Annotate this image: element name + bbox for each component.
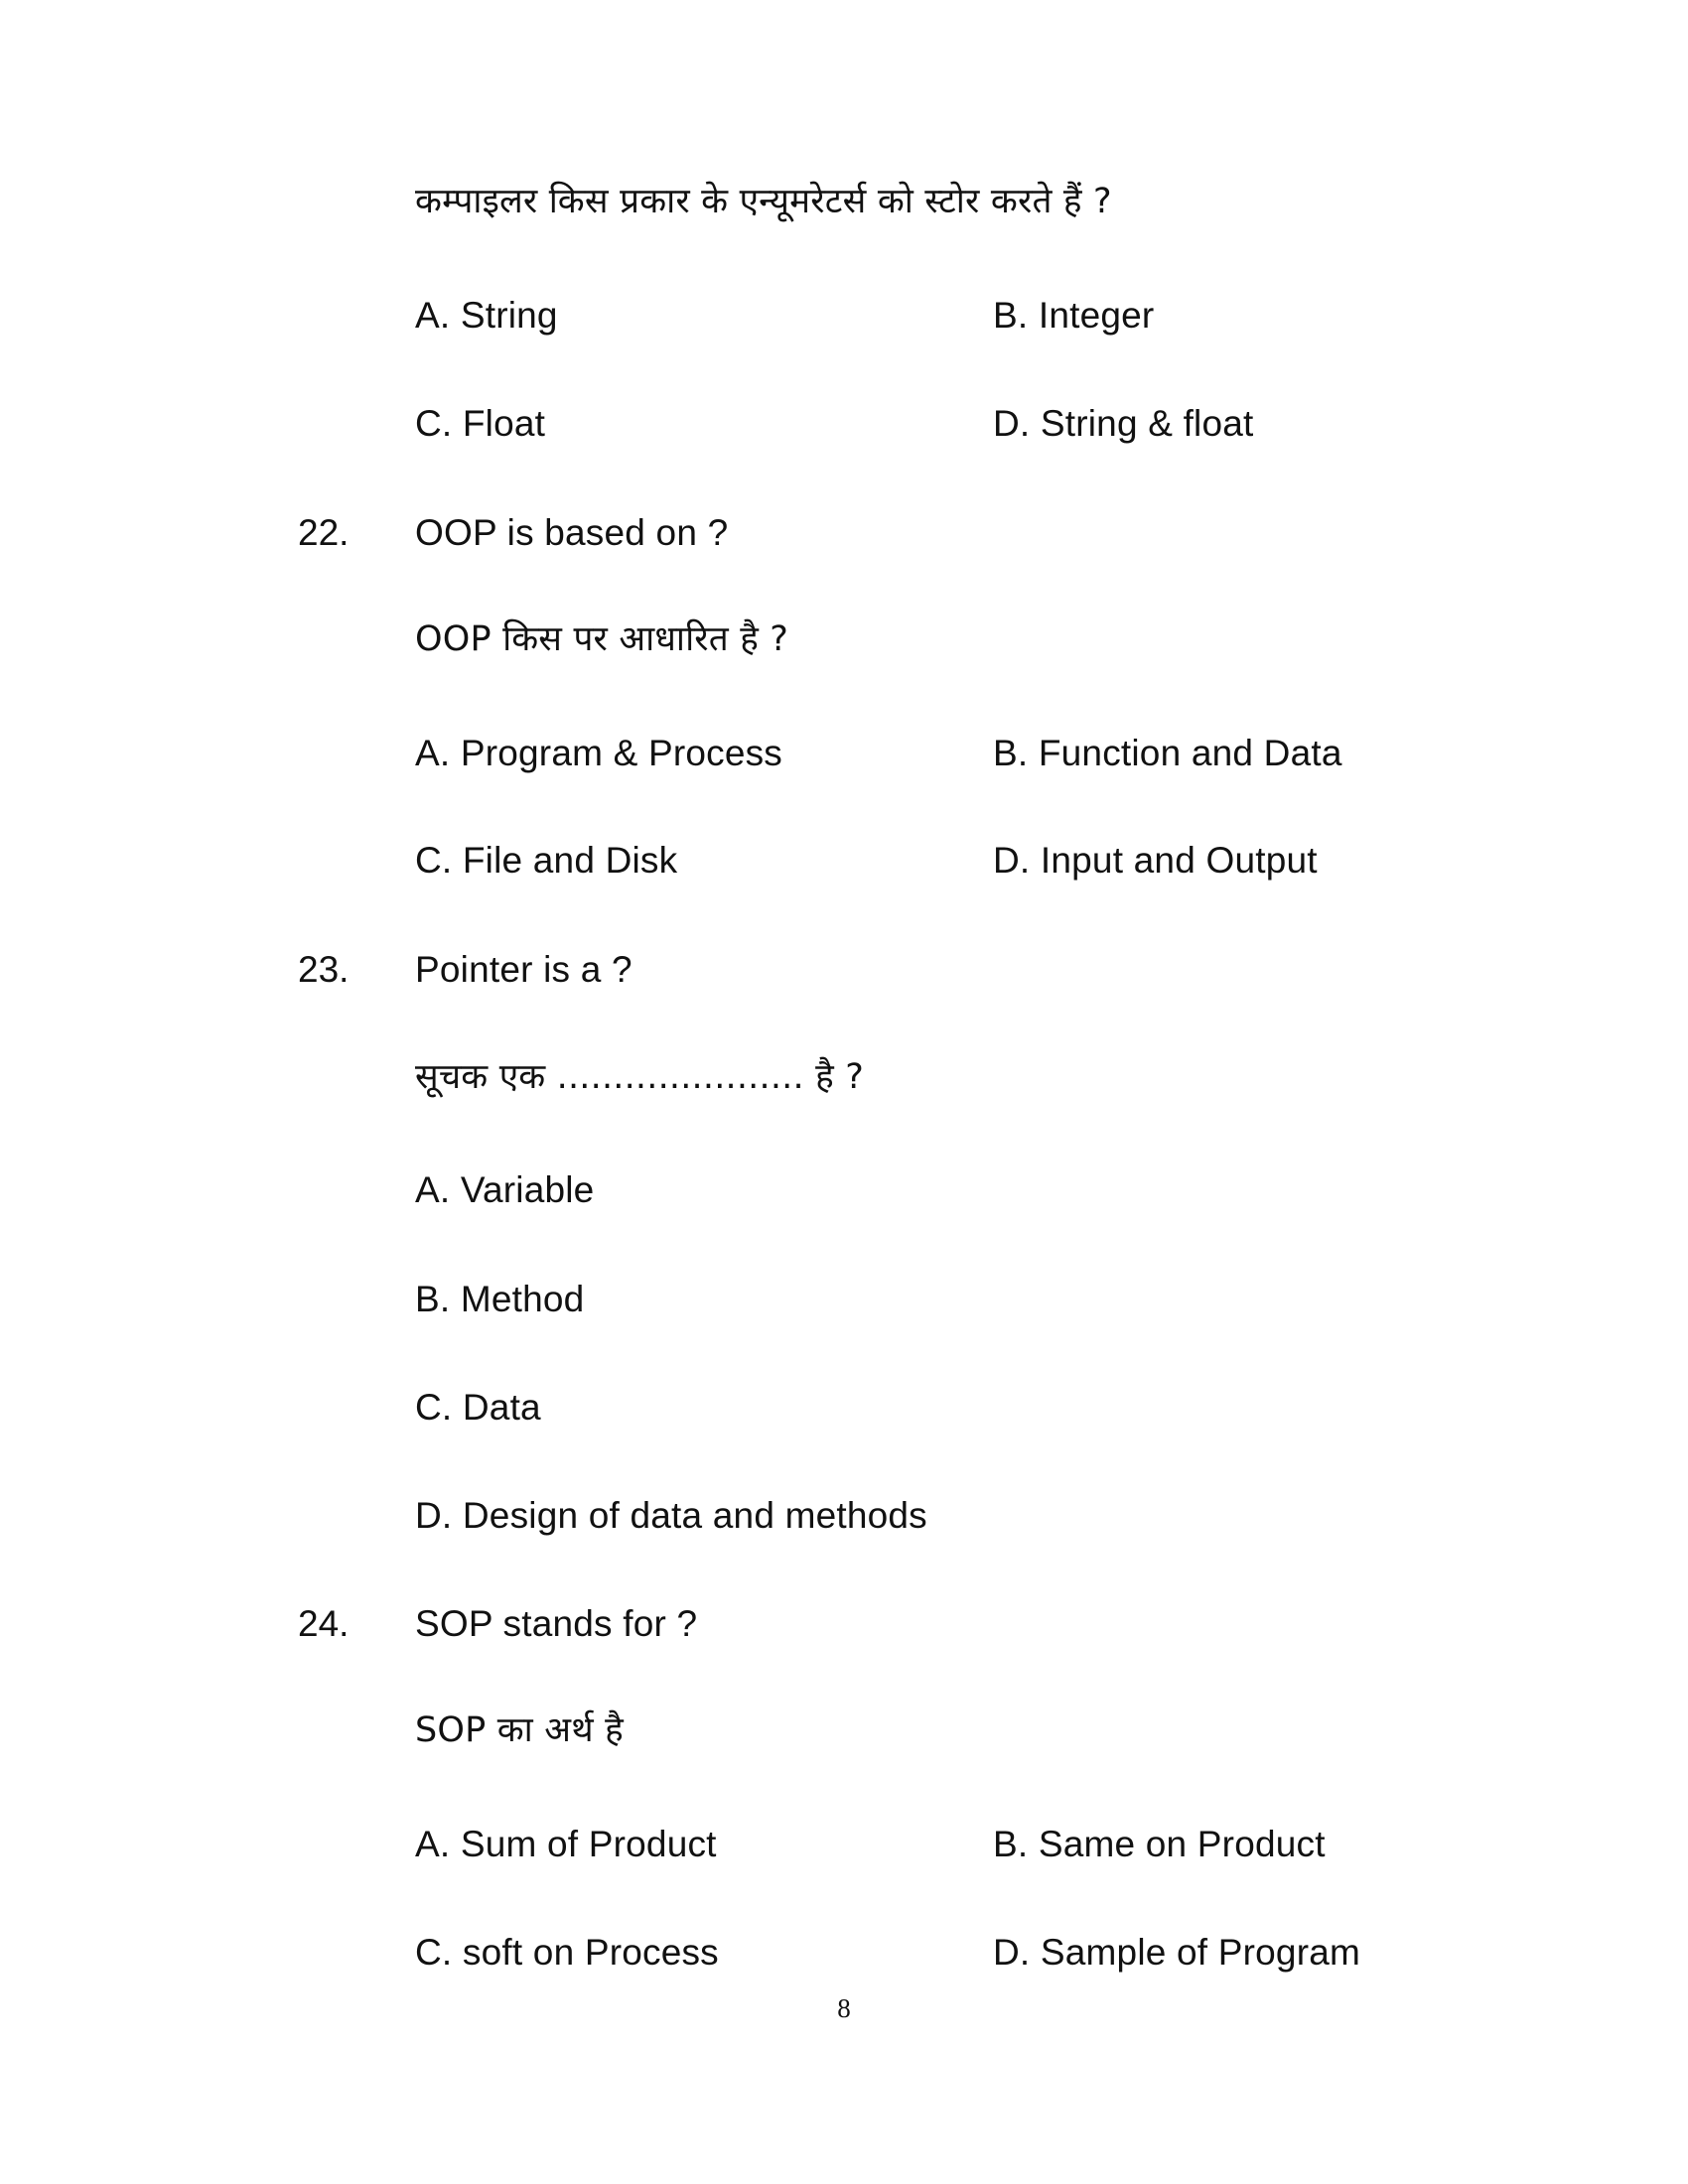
question-24-option-a: A. Sum of Product <box>415 1824 717 1864</box>
question-22-option-d: D. Input and Output <box>993 840 1318 881</box>
question-23-option-a: A. Variable <box>415 1169 595 1210</box>
question-23-number: 23. <box>298 949 350 990</box>
question-22-number: 22. <box>298 512 350 553</box>
question-23-option-b: B. Method <box>415 1279 585 1319</box>
question-24-option-d: D. Sample of Program <box>993 1932 1361 1973</box>
question-22-option-c: C. File and Disk <box>415 840 678 881</box>
question-23-option-c: C. Data <box>415 1387 541 1428</box>
question-21-option-c: C. Float <box>415 403 546 444</box>
question-24-option-c: C. soft on Process <box>415 1932 719 1973</box>
question-21-option-d: D. String & float <box>993 403 1254 444</box>
question-21-option-b: B. Integer <box>993 295 1155 336</box>
question-24-hindi-text: SOP का अर्थ है <box>415 1710 624 1750</box>
question-22-text: OOP is based on ? <box>415 512 729 553</box>
question-24-number: 24. <box>298 1603 350 1644</box>
question-24-option-b: B. Same on Product <box>993 1824 1326 1864</box>
page-number: 8 <box>837 1993 851 2023</box>
question-22-option-a: A. Program & Process <box>415 733 783 773</box>
question-23-text: Pointer is a ? <box>415 949 633 990</box>
question-21-hindi-text: कम्पाइलर किस प्रकार के एन्यूमरेटर्स को स्टोर करते हैं ? <box>415 182 1112 221</box>
question-24-text: SOP stands for ? <box>415 1603 698 1644</box>
question-22-hindi-text: OOP किस पर आधारित है ? <box>415 619 789 659</box>
question-21-option-a: A. String <box>415 295 558 336</box>
question-22-option-b: B. Function and Data <box>993 733 1342 773</box>
question-23-hindi-text: सूचक एक ...................... है ? <box>415 1057 865 1097</box>
question-23-option-d: D. Design of data and methods <box>415 1495 927 1536</box>
